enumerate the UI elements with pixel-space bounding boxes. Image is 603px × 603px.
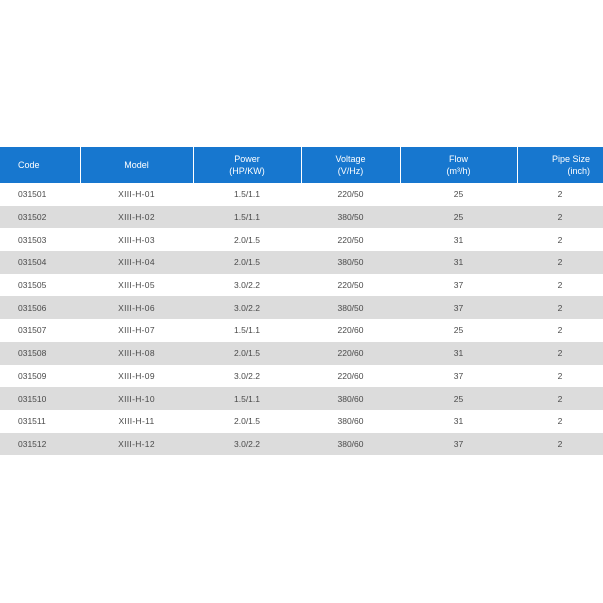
cell-code: 031510 <box>18 393 47 404</box>
cell-voltage: 220/50 <box>337 234 364 245</box>
table-row <box>0 342 603 365</box>
cell-pipe-size: 2 <box>557 393 563 404</box>
table-row <box>0 228 603 251</box>
cell-pipe-size: 2 <box>557 302 563 313</box>
cell-pipe-size: 2 <box>557 348 563 359</box>
cell-model: XIII-H-06 <box>118 302 155 313</box>
cell-code: 031505 <box>18 280 47 291</box>
cell-model: XIII-H-09 <box>118 370 155 381</box>
cell-flow: 25 <box>453 212 464 223</box>
cell-pipe-size: 2 <box>557 212 563 223</box>
cell-pipe-size: 2 <box>557 189 563 200</box>
cell-code: 031512 <box>18 438 47 449</box>
header-model: Model <box>80 147 193 183</box>
cell-pipe-size: 2 <box>557 280 563 291</box>
cell-flow: 25 <box>453 325 464 336</box>
cell-power: 3.0/2.2 <box>234 438 260 449</box>
cell-power: 2.0/1.5 <box>234 416 260 427</box>
table-row <box>0 274 603 297</box>
cell-power: 1.5/1.1 <box>234 325 260 336</box>
cell-model: XIII-H-05 <box>118 280 155 291</box>
cell-voltage: 220/60 <box>337 348 364 359</box>
cell-model: XIII-H-03 <box>118 234 155 245</box>
header-voltage: Voltage (V/Hz) <box>301 147 400 183</box>
table-row <box>0 251 603 274</box>
cell-flow: 37 <box>453 280 464 291</box>
cell-model: XIII-H-04 <box>118 257 155 268</box>
cell-power: 2.0/1.5 <box>234 234 260 245</box>
cell-model: XIII-H-02 <box>118 212 155 223</box>
header-pipe-size: Pipe Size (inch) <box>551 154 590 176</box>
table-body <box>0 183 603 455</box>
header-code: Code <box>0 147 80 183</box>
cell-flow: 25 <box>453 189 464 200</box>
cell-flow: 31 <box>453 416 464 427</box>
cell-model: XIII-H-10 <box>118 393 155 404</box>
cell-voltage: 380/50 <box>337 257 364 268</box>
cell-model: XIII-H-12 <box>118 438 155 449</box>
cell-code: 031504 <box>18 257 47 268</box>
table-row <box>0 433 603 456</box>
cell-voltage: 220/60 <box>337 325 364 336</box>
cell-power: 2.0/1.5 <box>234 257 260 268</box>
cell-flow: 25 <box>453 393 464 404</box>
cell-pipe-size: 2 <box>557 416 563 427</box>
cell-power: 3.0/2.2 <box>234 280 260 291</box>
cell-power: 1.5/1.1 <box>234 212 260 223</box>
cell-pipe-size: 2 <box>557 257 563 268</box>
cell-pipe-size: 2 <box>557 438 563 449</box>
cell-model: XIII-H-08 <box>118 348 155 359</box>
cell-model: XIII-H-01 <box>118 189 155 200</box>
cell-flow: 37 <box>453 370 464 381</box>
header-row <box>0 147 603 183</box>
header-power: Power (HP/KW) <box>193 147 301 183</box>
cell-power: 3.0/2.2 <box>234 370 260 381</box>
table-row <box>0 365 603 388</box>
table-row <box>0 183 603 206</box>
cell-code: 031508 <box>18 348 47 359</box>
cell-voltage: 220/50 <box>337 280 364 291</box>
table-row <box>0 387 603 410</box>
header-flow: Flow (m³/h) <box>400 147 517 183</box>
cell-voltage: 380/60 <box>337 393 364 404</box>
cell-flow: 31 <box>453 257 464 268</box>
cell-model: XIII-H-07 <box>118 325 155 336</box>
cell-code: 031509 <box>18 370 47 381</box>
cell-power: 1.5/1.1 <box>234 393 260 404</box>
cell-code: 031503 <box>18 234 47 245</box>
cell-pipe-size: 2 <box>557 234 563 245</box>
cell-voltage: 220/50 <box>337 189 364 200</box>
table-row <box>0 319 603 342</box>
cell-pipe-size: 2 <box>557 325 563 336</box>
cell-voltage: 380/50 <box>337 302 364 313</box>
cell-flow: 37 <box>453 302 464 313</box>
cell-power: 1.5/1.1 <box>234 189 260 200</box>
spec-table <box>0 147 603 455</box>
cell-flow: 31 <box>453 234 464 245</box>
cell-voltage: 380/60 <box>337 438 364 449</box>
cell-pipe-size: 2 <box>557 370 563 381</box>
cell-code: 031507 <box>18 325 47 336</box>
cell-voltage: 380/60 <box>337 416 364 427</box>
cell-flow: 37 <box>453 438 464 449</box>
cell-code: 031501 <box>18 189 47 200</box>
cell-flow: 31 <box>453 348 464 359</box>
table-header <box>0 147 603 183</box>
cell-power: 2.0/1.5 <box>234 348 260 359</box>
cell-power: 3.0/2.2 <box>234 302 260 313</box>
cell-voltage: 220/60 <box>337 370 364 381</box>
table-row <box>0 296 603 319</box>
cell-model: XIII-H-11 <box>118 416 155 427</box>
table-row <box>0 410 603 433</box>
cell-code: 031506 <box>18 302 47 313</box>
table-row <box>0 206 603 229</box>
cell-code: 031502 <box>18 212 47 223</box>
cell-voltage: 380/50 <box>337 212 364 223</box>
cell-code: 031511 <box>18 416 46 427</box>
